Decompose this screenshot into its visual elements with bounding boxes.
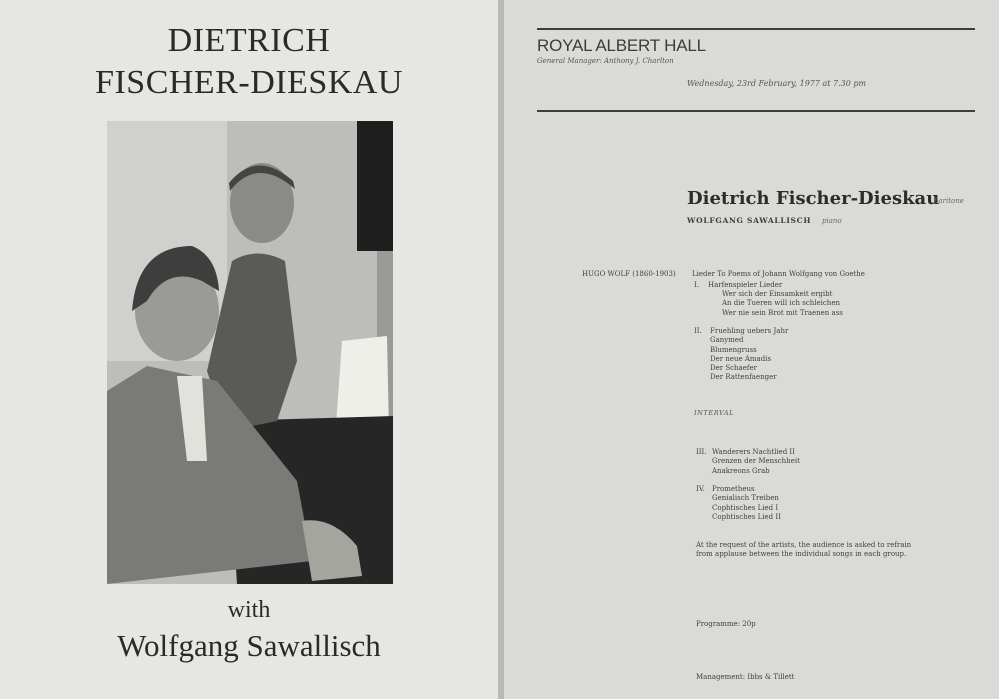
cover-partner-name: Wolfgang Sawallisch [117, 628, 381, 663]
song-item: An die Tueren will ich schleichen [722, 299, 840, 308]
song-item: Wanderers Nachtlied II [712, 448, 795, 456]
management: Management: Ibbs & Tillett [696, 673, 795, 681]
programme-price: Programme: 20p [696, 620, 756, 628]
concert-datetime: Wednesday, 23rd February, 1977 at 7.30 pm [687, 79, 867, 88]
pianist-name: WOLFGANG SAWALLISCH [687, 216, 812, 225]
top-rule [537, 28, 975, 30]
performer-role: baritone [934, 197, 964, 205]
song-item: Wer nie sein Brot mit Traenen ass [722, 308, 843, 317]
song-item: Genialisch Treiben [712, 494, 779, 503]
venue-title: ROYAL ALBERT HALL [537, 36, 706, 55]
song-item: Der Schaefer [710, 364, 757, 373]
pianist-role: piano [822, 217, 842, 225]
group-numeral: III. [696, 448, 707, 456]
song-item: Ganymed [710, 336, 744, 345]
group-numeral: II. [694, 327, 702, 335]
song-list [710, 327, 788, 383]
cover-page [0, 0, 498, 699]
song-item: Prometheus [712, 485, 755, 493]
cover-photo [107, 121, 393, 584]
song-item: Grenzen der Menschheit [712, 457, 800, 466]
song-item: Der Rattenfaenger [710, 373, 777, 382]
song-item: Fruehling uebers Jahr [710, 327, 789, 335]
song-list [722, 290, 843, 318]
song-list [712, 448, 800, 476]
song-item: Anakreons Grab [712, 466, 770, 475]
cover-name-line1: DIETRICH [167, 22, 331, 59]
composer: HUGO WOLF (1860-1903) [582, 270, 676, 278]
performer-name: Dietrich Fischer-Dieskau [687, 188, 940, 209]
group-title: Harfenspieler Lieder [708, 281, 783, 289]
interval-label: INTERVAL [694, 409, 735, 417]
audience-note: At the request of the artists, the audience is asked to refrain from applause between the individual songs in each group. [696, 541, 912, 559]
programme-page [504, 0, 999, 699]
cover-with: with [227, 597, 271, 623]
work-title: Lieder To Poems of Johann Wolfgang von Goethe [692, 270, 865, 278]
general-manager: General Manager: Anthony J. Charlton [537, 57, 674, 65]
group-numeral: I. [694, 281, 699, 289]
header-rule [537, 110, 975, 112]
cover-name-line2: FISCHER-DIESKAU [95, 64, 403, 101]
song-item: Blumengruss [710, 345, 757, 354]
song-item: Cophtisches Lied II [712, 512, 781, 521]
song-item: Wer sich der Einsamkeit ergibt [722, 290, 833, 298]
song-list [712, 485, 781, 522]
group-numeral: IV. [696, 485, 705, 493]
song-item: Cophtisches Lied I [712, 503, 779, 512]
song-item: Der neue Amadis [710, 354, 772, 363]
